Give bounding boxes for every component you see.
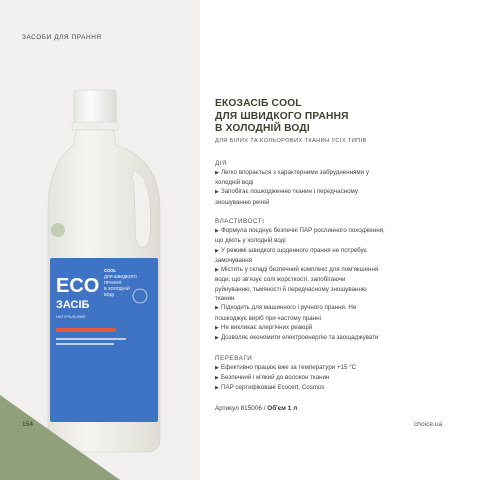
list-item: ▶ Містить у складі безпечний комплекс для пом'якшення [215,266,379,274]
product-title [215,98,447,136]
list-item: тканин [215,295,235,303]
decorative-corner [0,395,120,480]
bullet-icon: ▶ [215,324,219,331]
product-description [215,98,447,412]
svg-text:ВОДІ: ВОДІ [104,292,114,297]
list-item: руйнуванню, тьмяності й передчасному зношуванню [215,285,367,293]
action-title: ДІЯ [215,159,228,167]
bullet-icon: ▶ [215,247,219,254]
properties-list [215,226,447,344]
title-line: ЕКОЗАСІБ COOL [215,98,302,109]
bullet-icon: ▶ [215,189,219,196]
list-item: ▶ Ефективно працює вже за температури +15 °С [215,363,357,371]
list-item: ▶ ПАР сертифіковані Ecocert, Cosmos [215,384,325,392]
list-item: зношуванню речей [215,198,270,206]
list-item: замочування [215,256,252,264]
bullet-icon: ▶ [215,305,219,312]
bullet-icon: ▶ [215,364,219,371]
advantages-list [215,363,447,394]
title-line: В ХОЛОДНІЙ ВОДІ [215,123,310,135]
list-item: що діють у холодній воді [215,237,286,245]
bottle-brand-top: ECO [56,275,100,297]
list-item: ▶ Запобігає пошкодженню тканин і передчасному [215,188,358,196]
list-item: ▶ Формула поєднує безпечні ПАР рослинного походження, [215,226,385,234]
section-title: ЗАСОБИ ДЛЯ ПРАННЯ [22,34,102,41]
article-info [215,405,447,412]
list-item: ▶ Безпечний і м'який до волокон тканин [215,373,330,381]
bottle-sub: НАТУРАЛЬНИЙ [56,314,86,319]
bottle-brand-bottom: ЗАСІБ [56,299,90,311]
article-number: Артикул 815006 / [215,405,266,413]
bullet-icon: ▶ [215,227,219,234]
title-line: ДЛЯ ШВИДКОГО ПРАННЯ [215,110,349,122]
list-item: води, що зв'язує солі жорсткості, запобігаючи [215,276,346,284]
svg-text:В ХОЛОДНІЙ: В ХОЛОДНІЙ [104,286,130,291]
properties-title: ВЛАСТИВОСТІ [215,217,265,225]
volume: Об'єм 1 л [267,405,298,413]
bullet-icon: ▶ [215,267,219,274]
list-item: пошкоджує виріб при частому пранні [215,314,321,322]
svg-text:COOL: COOL [104,268,117,273]
page-number: 154 [22,421,34,428]
list-item: ▶ Підходить для машинного і ручного прання. Не [215,304,357,312]
svg-text:ДЛЯ ШВИДКОГО: ДЛЯ ШВИДКОГО [104,274,138,279]
bullet-icon: ▶ [215,374,219,381]
list-item: ▶ Легко впорається з характерними забрудненнями у [215,168,369,176]
bullet-icon: ▶ [215,385,219,392]
bullet-icon: ▶ [215,169,219,176]
list-item: холодній воді [215,179,254,187]
bullet-icon: ▶ [215,335,219,342]
action-list [215,168,447,207]
product-subtitle: ДЛЯ БІЛИХ ТА КОЛЬОРОВИХ ТКАНИН УСІХ ТИПІВ [215,137,367,144]
advantages-title: ПЕРЕВАГИ [215,354,253,362]
list-item: ▶ У режимі швидкого щоденного прання не потребує [215,246,367,254]
website: choice.ua [414,421,443,428]
list-item: ▶ Не викликає алергічних реакцій [215,323,313,331]
bottle-cap [74,90,116,126]
svg-text:ПРАННЯ: ПРАННЯ [104,280,122,285]
list-item: ▶ Дозволяє економити електроенергію та заощаджувати [215,334,379,342]
